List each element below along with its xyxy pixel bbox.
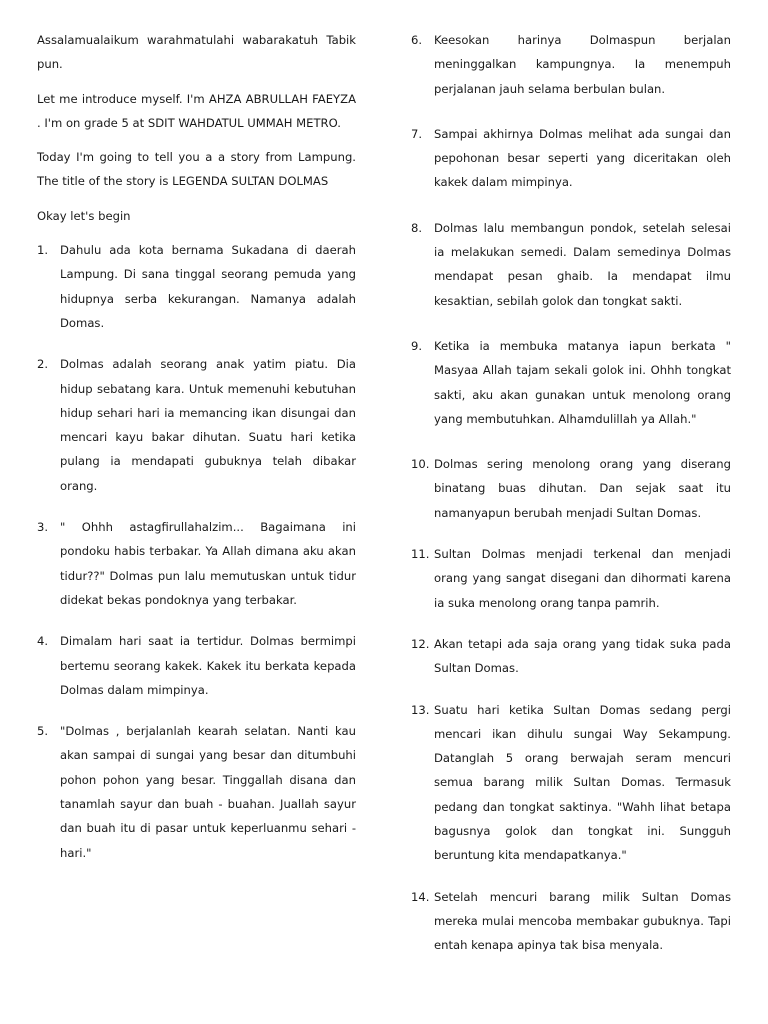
list-item-number: 8. — [411, 220, 423, 235]
list-item — [411, 542, 731, 615]
list-item-number: 12. — [411, 636, 430, 651]
list-item — [411, 122, 731, 195]
list-item-text: " Ohhh astagfirullahalzim... Bagaimana ini pondoku habis terbakar. Ya Allah dimana aku akan tidur??" Dolmas pun lalu memutuskan untuk tidur didekat bekas pondoknya yang terbakar. — [60, 520, 356, 607]
right-column — [411, 28, 731, 958]
list-item — [37, 352, 356, 498]
left-column — [37, 28, 356, 865]
list-item — [411, 334, 731, 431]
greeting-paragraph: Assalamualaikum warahmatulahi wabarakatuh Tabik pun. — [37, 33, 356, 72]
list-item — [37, 629, 356, 702]
list-item-number: 13. — [411, 702, 430, 717]
introduction-paragraph: Let me introduce myself. I'm AHZA ABRULLAH FAEYZA . I'm on grade 5 at SDIT WAHDATUL UMMAH METRO. — [37, 91, 356, 130]
list-item — [411, 632, 731, 681]
list-item-text: Setelah mencuri barang milik Sultan Domas mereka mulai mencoba membakar gubuknya. Tapi entah kenapa apinya tak bisa menyala. — [434, 889, 731, 953]
list-item-text: "Dolmas , berjalanlah kearah selatan. Nanti kau akan sampai di sungai yang besar dan ditumbuhi pohon pohon yang besar. Tinggallah disana dan tanamlah sayur dan buah - buahan. Juallah sayur dan buah itu di pasar untuk keperluanmu sehari - hari." — [60, 724, 356, 860]
list-item — [37, 238, 356, 335]
list-item-number: 9. — [411, 338, 423, 353]
list-item-text: Akan tetapi ada saja orang yang tidak suka pada Sultan Domas. — [434, 636, 731, 676]
list-item-number: 3. — [37, 520, 49, 535]
list-item-text: Sultan Dolmas menjadi terkenal dan menjadi orang yang sangat disegani dan dihormati karena ia suka menolong orang tanpa pamrih. — [434, 547, 731, 610]
list-item-number: 5. — [37, 724, 49, 739]
list-item-number: 6. — [411, 33, 423, 47]
story-title-paragraph: Today I'm going to tell you a a story from Lampung. The title of the story is LEGENDA SULTAN DOLMAS — [37, 150, 356, 189]
list-item-number: 10. — [411, 457, 430, 472]
list-item-text: Suatu hari ketika Sultan Domas sedang pergi mencari ikan dihulu sungai Way Sekampung. Datanglah 5 orang berwajah seram mencuri semua barang milik Sultan Domas. Termasuk pedang dan tongkat saktinya. "Wahh lihat betapa bagusnya golok dan tongkat ini. Sungguh beruntung kita mendapatkanya." — [434, 702, 731, 863]
list-item-text: Dahulu ada kota bernama Sukadana di daerah Lampung. Di sana tinggal seorang pemuda yang hidupnya serba kekurangan. Namanya adalah Domas. — [60, 243, 356, 330]
list-item-number: 2. — [37, 357, 49, 372]
list-item-text: Dolmas adalah seorang anak yatim piatu. Dia hidup sebatang kara. Untuk memenuhi kebutuhan hidup sehari hari ia memancing ikan disungai dan mencari kayu bakar dihutan. Suatu hari ketika pulang ia mendapati gubuknya telah dibakar orang. — [60, 357, 356, 493]
list-item-text: Dolmas sering menolong orang yang diserang binatang buas dihutan. Dan sejak saat itu namanyapun berubah menjadi Sultan Domas. — [434, 457, 731, 520]
list-item-text: Dimalam hari saat ia tertidur. Dolmas bermimpi bertemu seorang kakek. Kakek itu berkata kepada Dolmas dalam mimpinya. — [60, 634, 356, 697]
list-item — [37, 515, 356, 612]
list-item — [37, 719, 356, 865]
list-item-number: 11. — [411, 547, 430, 562]
list-item-number: 4. — [37, 634, 49, 649]
list-item-number: 1. — [37, 243, 49, 258]
list-item-text: Keesokan harinya Dolmaspun berjalan meninggalkan kampungnya. Ia menempuh perjalanan jauh selama berbulan bulan. — [434, 33, 731, 96]
list-item-number: 7. — [411, 126, 423, 141]
list-item — [411, 885, 731, 958]
list-item — [411, 216, 731, 313]
list-item-text: Ketika ia membuka matanya iapun berkata " Masyaa Allah tajam sekali golok ini. Ohhh tongkat sakti, aku akan gunakan untuk menolong orang yang membutuhkan. Alhamdulillah ya Allah." — [434, 338, 731, 426]
list-item-text: Sampai akhirnya Dolmas melihat ada sungai dan pepohonan besar seperti yang diceritakan oleh kakek dalam mimpinya. — [434, 126, 731, 190]
list-item-number: 14. — [411, 889, 430, 904]
list-item — [411, 452, 731, 525]
begin-paragraph: Okay let's begin — [37, 208, 131, 223]
list-item — [411, 28, 731, 101]
list-item — [411, 698, 731, 868]
list-item-text: Dolmas lalu membangun pondok, setelah selesai ia melakukan semedi. Dalam semedinya Dolmas mendapat pesan ghaib. Ia mendapat ilmu kesaktian, sebilah golok dan tongkat sakti. — [434, 220, 731, 308]
